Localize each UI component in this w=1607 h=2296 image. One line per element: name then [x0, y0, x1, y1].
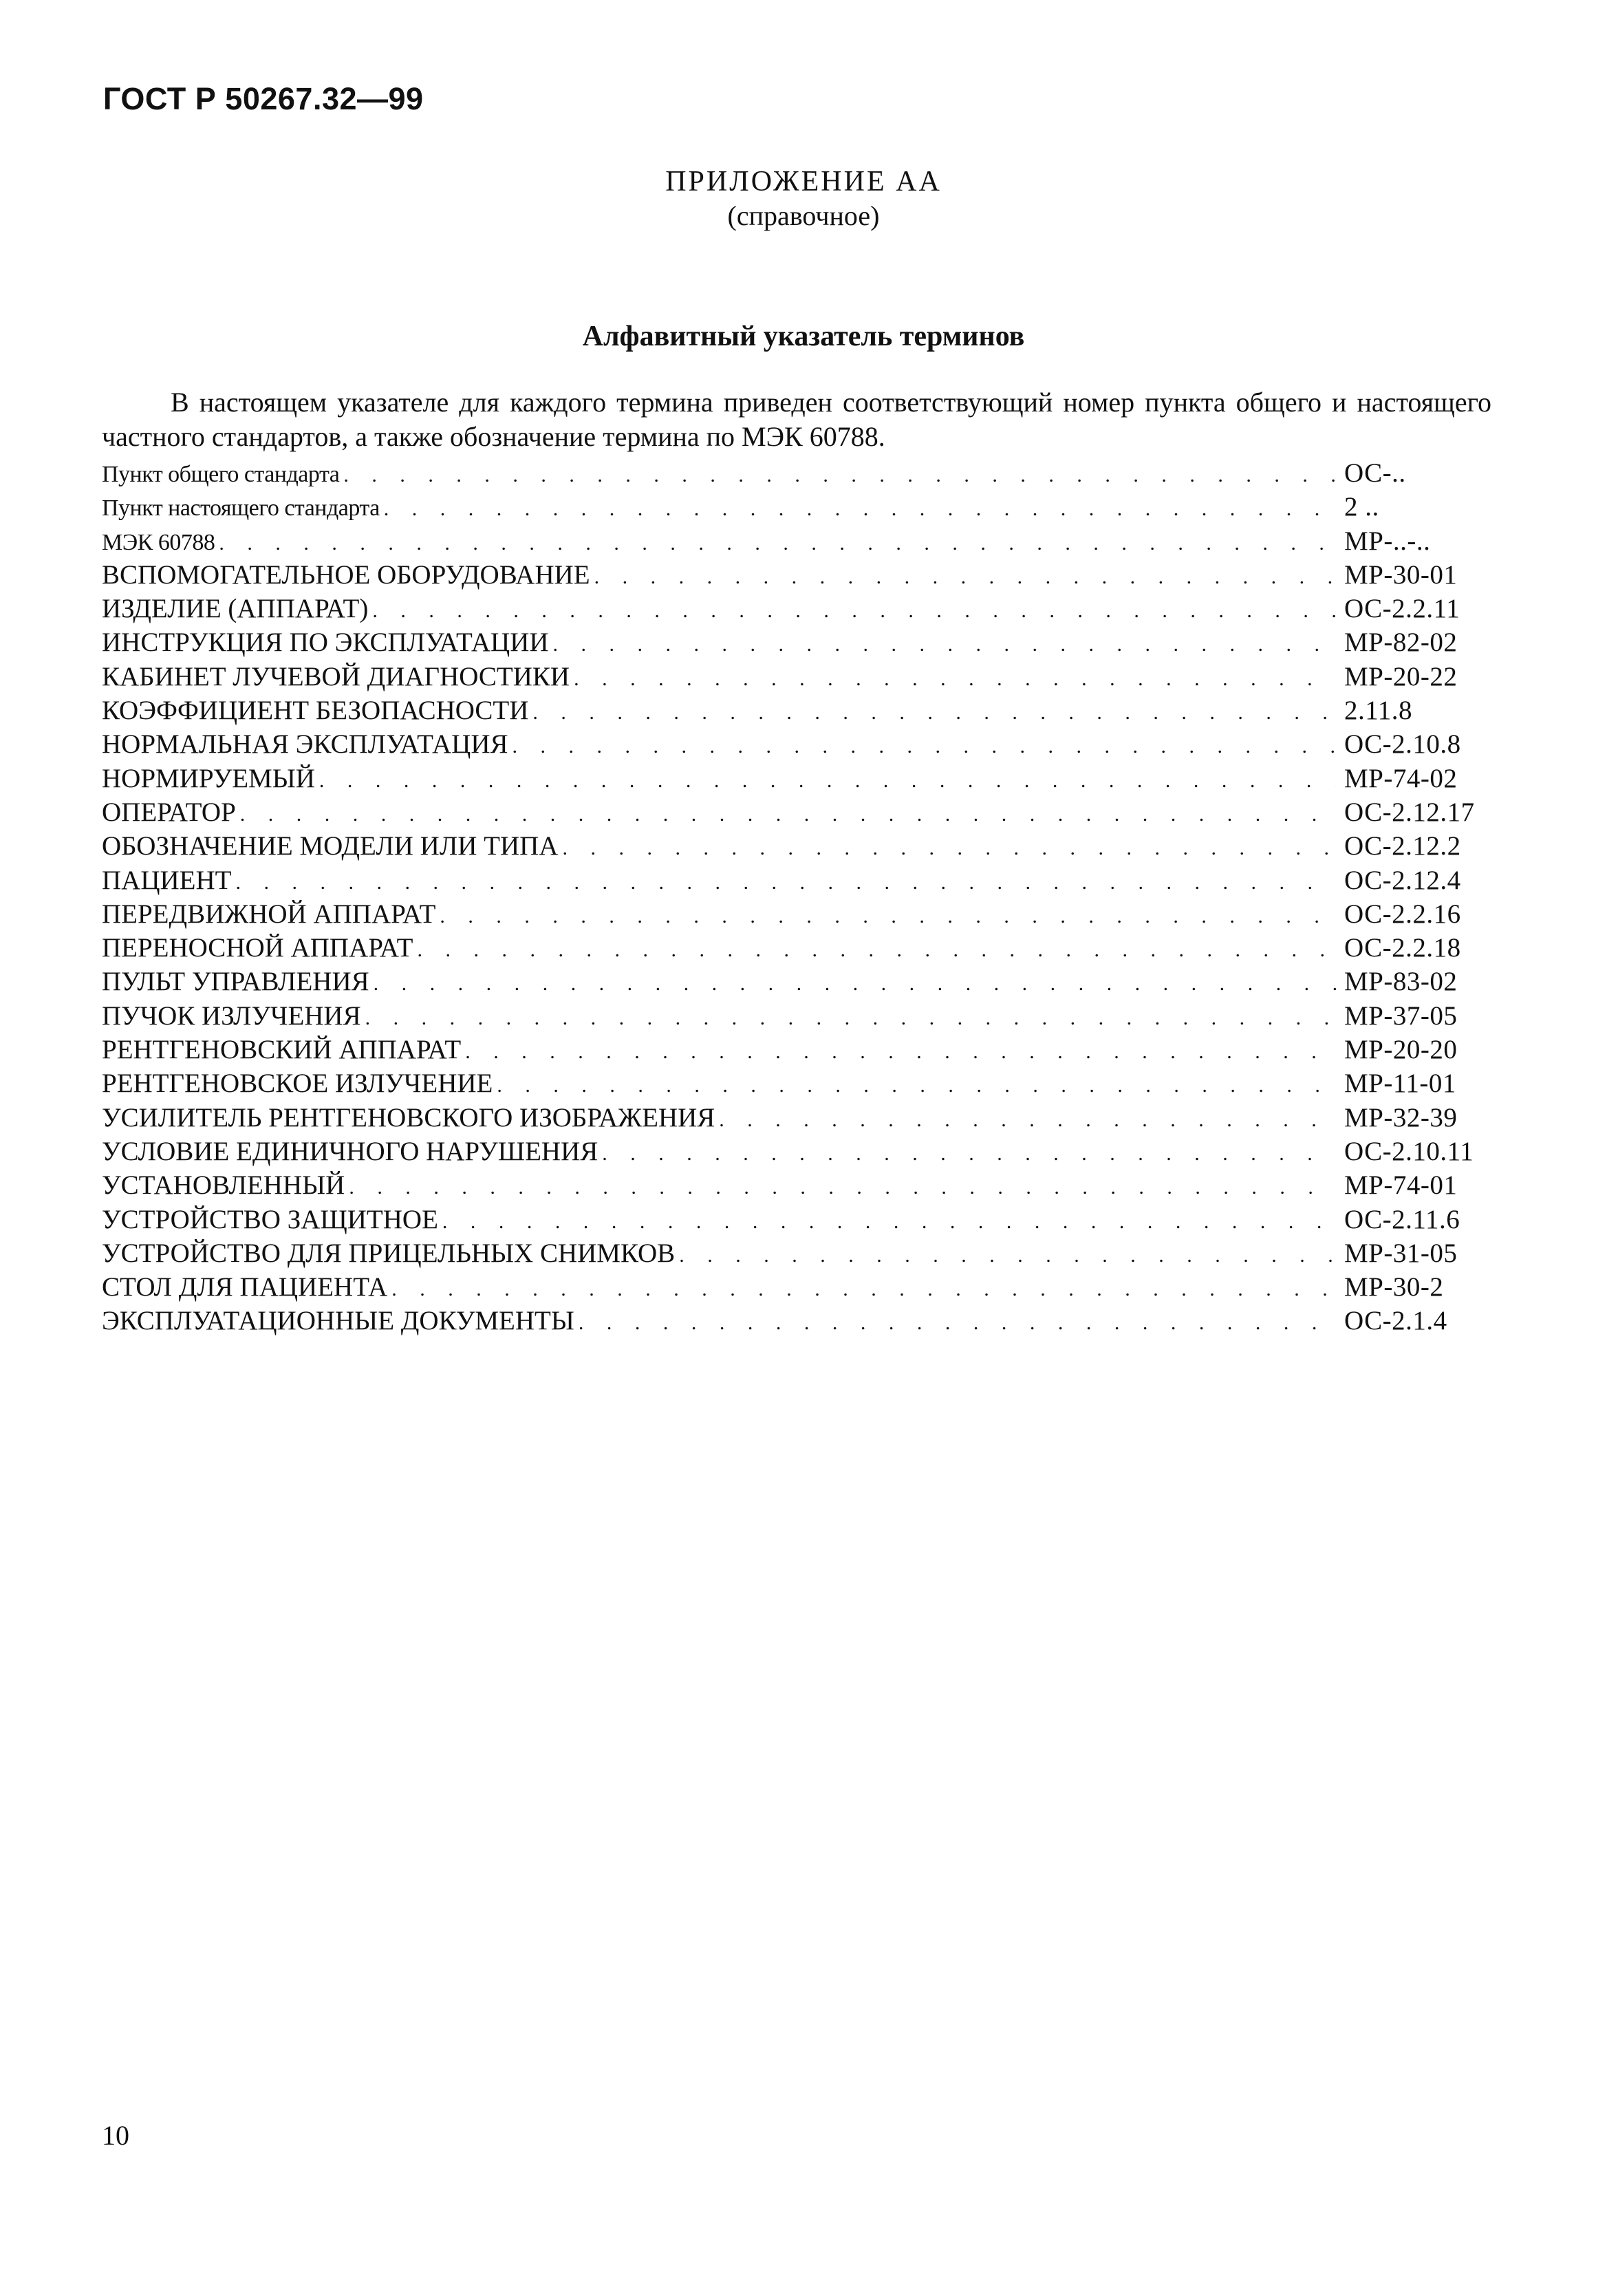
- index-entry: [102, 1203, 1491, 1236]
- term-reference: МР-20-22: [1344, 661, 1458, 691]
- term-label: УСТРОЙСТВО ДЛЯ ПРИЦЕЛЬНЫХ СНИМКОВ: [102, 1238, 676, 1268]
- term-reference: МР-32-39: [1344, 1102, 1458, 1133]
- dot-leader: [380, 492, 1336, 526]
- dot-leader: [368, 594, 1336, 627]
- term-reference: МР-74-01: [1344, 1170, 1458, 1201]
- term-reference: МР-..-..: [1344, 526, 1431, 556]
- dot-leader: [369, 967, 1336, 1000]
- term-reference: ОС-2.2.16: [1344, 899, 1461, 929]
- dot-leader: [574, 1306, 1336, 1340]
- term-reference: ОС-2.11.6: [1344, 1204, 1460, 1234]
- term-label: МЭК 60788: [102, 529, 215, 555]
- dot-leader: [461, 1035, 1336, 1069]
- term-label: Пункт настоящего стандарта: [102, 495, 380, 522]
- dot-leader: [231, 866, 1336, 899]
- term-reference: МР-20-20: [1344, 1035, 1458, 1065]
- page-number: 10: [102, 2120, 129, 2151]
- index-entry: [102, 1101, 1491, 1135]
- index-entry: [102, 625, 1491, 659]
- index-entry: [102, 897, 1491, 931]
- index-entry: [102, 999, 1491, 1033]
- index-intro: В настоящем указателе для каждого термина приведен соответствующий номер пункта общего и настоящего частного стандартов, а также обозначение термина по МЭК 60788.: [102, 387, 1491, 452]
- term-reference: ОС-2.2.11: [1344, 594, 1460, 624]
- term-reference: МР-82-02: [1344, 627, 1458, 658]
- dot-leader: [438, 1205, 1336, 1238]
- term-reference: ОС-2.2.18: [1344, 933, 1461, 963]
- dot-leader: [590, 560, 1336, 594]
- term-reference: ОС-2.12.17: [1344, 797, 1475, 827]
- term-label: РЕНТГЕНОВСКОЕ ИЗЛУЧЕНИЕ: [102, 1069, 493, 1099]
- legend-row: [102, 490, 1491, 524]
- dot-leader: [413, 933, 1336, 967]
- index-entry: [102, 931, 1491, 965]
- index-entry: [102, 694, 1491, 727]
- term-reference: МР-37-05: [1344, 1000, 1458, 1031]
- term-label: КОЭФФИЦИЕНТ БЕЗОПАСНОСТИ: [102, 696, 529, 726]
- index-entry: [102, 1168, 1491, 1202]
- term-label: ОПЕРАТОР: [102, 797, 236, 827]
- index-entry: [102, 795, 1491, 829]
- term-label: УСТАНОВЛЕННЫЙ: [102, 1170, 345, 1201]
- dot-leader: [559, 831, 1337, 865]
- dot-leader: [387, 1272, 1336, 1306]
- term-label: КАБИНЕТ ЛУЧЕВОЙ ДИАГНОСТИКИ: [102, 661, 570, 691]
- term-reference: ОС-2.1.4: [1344, 1306, 1447, 1336]
- dot-leader: [361, 1001, 1336, 1035]
- term-reference: 2 ..: [1344, 492, 1379, 522]
- term-reference: МР-74-02: [1344, 763, 1458, 793]
- dot-leader: [435, 899, 1336, 933]
- index-entry: [102, 863, 1491, 897]
- term-label: ПУЧОК ИЗЛУЧЕНИЯ: [102, 1000, 361, 1031]
- index-entry: [102, 1066, 1491, 1100]
- legend-row: [102, 524, 1491, 558]
- term-label: УСЛОВИЕ ЕДИНИЧНОГО НАРУШЕНИЯ: [102, 1136, 598, 1166]
- term-reference: МР-30-2: [1344, 1272, 1444, 1302]
- term-reference: ОС-2.10.8: [1344, 729, 1461, 760]
- term-label: ПАЦИЕНТ: [102, 865, 232, 895]
- term-label: ЭКСПЛУАТАЦИОННЫЕ ДОКУМЕНТЫ: [102, 1306, 574, 1336]
- dot-leader: [345, 1170, 1336, 1204]
- term-reference: МР-30-01: [1344, 559, 1458, 590]
- index-title: Алфавитный указатель терминов: [582, 321, 1025, 352]
- dot-leader: [675, 1238, 1336, 1272]
- index-entry: [102, 1033, 1491, 1066]
- index-entry: [102, 1270, 1491, 1304]
- term-label: ИНСТРУКЦИЯ ПО ЭКСПЛУАТАЦИИ: [102, 627, 549, 658]
- dot-leader: [493, 1069, 1336, 1102]
- dot-leader: [549, 627, 1336, 661]
- annex-subtitle: (справочное): [727, 200, 880, 231]
- term-label: ПУЛЬТ УПРАВЛЕНИЯ: [102, 967, 369, 997]
- dot-leader: [339, 458, 1336, 492]
- index-entry: [102, 829, 1491, 863]
- term-label: ПЕРЕНОСНОЙ АППАРАТ: [102, 933, 413, 963]
- term-reference: МР-31-05: [1344, 1238, 1458, 1268]
- dot-leader: [215, 526, 1336, 560]
- term-reference: ОС-2.12.2: [1344, 831, 1461, 861]
- dot-leader: [528, 696, 1336, 729]
- standard-header: ГОСТ Р 50267.32—99: [103, 81, 424, 116]
- term-label: ОБОЗНАЧЕНИЕ МОДЕЛИ ИЛИ ТИПА: [102, 831, 559, 861]
- term-label: УСТРОЙСТВО ЗАЩИТНОЕ: [102, 1204, 438, 1234]
- index-entry: [102, 727, 1491, 761]
- term-index-list: [102, 456, 1491, 1338]
- term-reference: 2.11.8: [1344, 696, 1413, 726]
- index-entry: [102, 1135, 1491, 1168]
- dot-leader: [715, 1103, 1336, 1137]
- term-label: НОРМИРУЕМЫЙ: [102, 763, 315, 793]
- index-entry: [102, 1304, 1491, 1338]
- index-entry: [102, 592, 1491, 625]
- index-entry: [102, 965, 1491, 998]
- term-label: РЕНТГЕНОВСКИЙ АППАРАТ: [102, 1035, 462, 1065]
- dot-leader: [236, 797, 1336, 831]
- term-label: ИЗДЕЛИЕ (АППАРАТ): [102, 594, 369, 624]
- term-label: ПЕРЕДВИЖНОЙ АППАРАТ: [102, 899, 436, 929]
- term-label: Пункт общего стандарта: [102, 462, 340, 487]
- term-label: УСИЛИТЕЛЬ РЕНТГЕНОВСКОГО ИЗОБРАЖЕНИЯ: [102, 1102, 715, 1133]
- index-entry: [102, 660, 1491, 694]
- term-label: ВСПОМОГАТЕЛЬНОЕ ОБОРУДОВАНИЕ: [102, 559, 590, 590]
- term-label: НОРМАЛЬНАЯ ЭКСПЛУАТАЦИЯ: [102, 729, 508, 760]
- term-reference: ОС-..: [1344, 458, 1406, 488]
- term-reference: ОС-2.10.11: [1344, 1136, 1474, 1166]
- term-label: СТОЛ ДЛЯ ПАЦИЕНТА: [102, 1272, 388, 1302]
- term-reference: ОС-2.12.4: [1344, 865, 1461, 895]
- term-reference: МР-83-02: [1344, 967, 1458, 997]
- index-entry: [102, 558, 1491, 592]
- dot-leader: [315, 764, 1336, 797]
- index-entry: [102, 762, 1491, 795]
- index-entry: [102, 1236, 1491, 1270]
- dot-leader: [598, 1137, 1336, 1170]
- dot-leader: [570, 662, 1336, 696]
- annex-title: ПРИЛОЖЕНИЕ АА: [665, 166, 942, 197]
- term-reference: МР-11-01: [1344, 1069, 1456, 1099]
- legend-row: [102, 456, 1491, 490]
- dot-leader: [508, 729, 1336, 763]
